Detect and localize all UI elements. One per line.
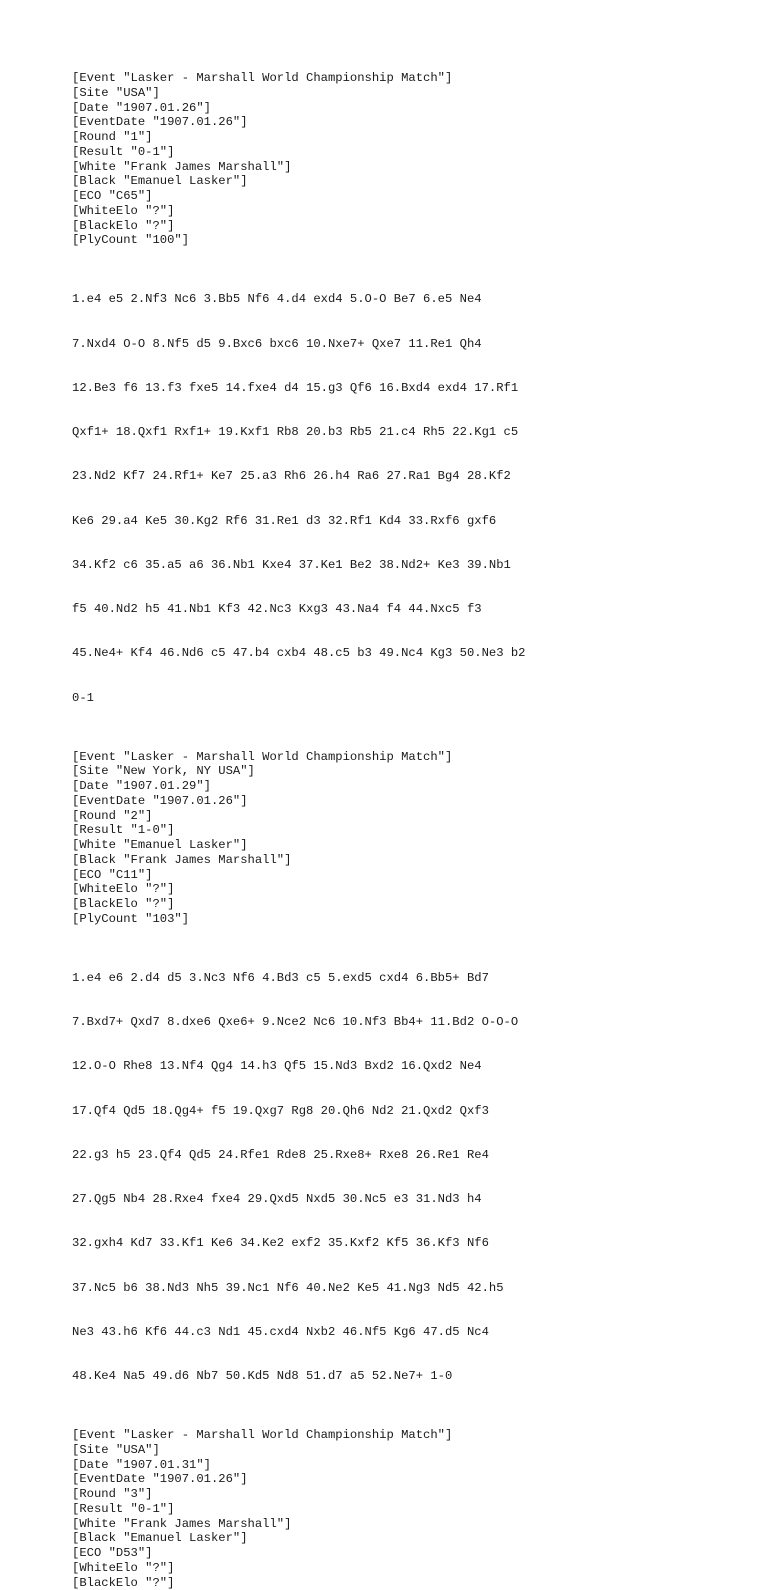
tag-round: [Round "1"] (72, 130, 752, 145)
game-moves (72, 941, 752, 1413)
move-line: 22.g3 h5 23.Qf4 Qd5 24.Rfe1 Rde8 25.Rxe8+ Rxe8 26.Re1 Re4 (72, 1148, 752, 1163)
tag-date: [Date "1907.01.26"] (72, 101, 752, 116)
move-line: 45.Ne4+ Kf4 46.Nd6 c5 47.b4 cxb4 48.c5 b3 49.Nc4 Kg3 50.Ne3 b2 (72, 646, 752, 661)
move-line: 12.Be3 f6 13.f3 fxe5 14.fxe4 d4 15.g3 Qf6 16.Bxd4 exd4 17.Rf1 (72, 381, 752, 396)
move-line: 32.gxh4 Kd7 33.Kf1 Ke6 34.Ke2 exf2 35.Kxf2 Kf5 36.Kf3 Nf6 (72, 1236, 752, 1251)
move-line: 37.Nc5 b6 38.Nd3 Nh5 39.Nc1 Nf6 40.Ne2 Ke5 41.Ng3 Nd5 42.h5 (72, 1281, 752, 1296)
game-tag-section (72, 750, 752, 927)
move-line: 7.Nxd4 O-O 8.Nf5 d5 9.Bxc6 bxc6 10.Nxe7+ Qxe7 11.Re1 Qh4 (72, 337, 752, 352)
tag-black: [Black "Frank James Marshall"] (72, 853, 752, 868)
tag-result: [Result "0-1"] (72, 145, 752, 160)
tag-ply-count: [PlyCount "103"] (72, 912, 752, 927)
move-line: 12.O-O Rhe8 13.Nf4 Qg4 14.h3 Qf5 15.Nd3 Bxd2 16.Qxd2 Ne4 (72, 1059, 752, 1074)
tag-result: [Result "1-0"] (72, 823, 752, 838)
tag-eco: [ECO "C11"] (72, 868, 752, 883)
tag-eco: [ECO "C65"] (72, 189, 752, 204)
move-line: 1.e4 e6 2.d4 d5 3.Nc3 Nf6 4.Bd3 c5 5.exd5 cxd4 6.Bb5+ Bd7 (72, 971, 752, 986)
tag-black: [Black "Emanuel Lasker"] (72, 1531, 752, 1546)
move-line: 1.e4 e5 2.Nf3 Nc6 3.Bb5 Nf6 4.d4 exd4 5.O-O Be7 6.e5 Ne4 (72, 292, 752, 307)
tag-black-elo: [BlackElo "?"] (72, 897, 752, 912)
move-line: 48.Ke4 Na5 49.d6 Nb7 50.Kd5 Nd8 51.d7 a5 52.Ne7+ 1-0 (72, 1369, 752, 1384)
tag-event-date: [EventDate "1907.01.26"] (72, 1472, 752, 1487)
move-line: Qxf1+ 18.Qxf1 Rxf1+ 19.Kxf1 Rb8 20.b3 Rb5 21.c4 Rh5 22.Kg1 c5 (72, 425, 752, 440)
tag-round: [Round "3"] (72, 1487, 752, 1502)
game-tag-section (72, 71, 752, 248)
move-line: 34.Kf2 c6 35.a5 a6 36.Nb1 Kxe4 37.Ke1 Be2 38.Nd2+ Ke3 39.Nb1 (72, 558, 752, 573)
tag-white-elo: [WhiteElo "?"] (72, 1561, 752, 1576)
tag-result: [Result "0-1"] (72, 1502, 752, 1517)
tag-event: [Event "Lasker - Marshall World Championship Match"] (72, 1428, 752, 1443)
game-record-3 (72, 1428, 752, 1590)
move-line: Ne3 43.h6 Kf6 44.c3 Nd1 45.cxd4 Nxb2 46.Nf5 Kg6 47.d5 Nc4 (72, 1325, 752, 1340)
tag-date: [Date "1907.01.31"] (72, 1458, 752, 1473)
tag-event: [Event "Lasker - Marshall World Championship Match"] (72, 71, 752, 86)
tag-black-elo: [BlackElo "?"] (72, 219, 752, 234)
tag-white-elo: [WhiteElo "?"] (72, 204, 752, 219)
game-record-2 (72, 750, 752, 1414)
tag-white: [White "Emanuel Lasker"] (72, 838, 752, 853)
tag-ply-count: [PlyCount "100"] (72, 233, 752, 248)
tag-white-elo: [WhiteElo "?"] (72, 882, 752, 897)
tag-white: [White "Frank James Marshall"] (72, 1517, 752, 1532)
tag-eco: [ECO "D53"] (72, 1546, 752, 1561)
tag-event-date: [EventDate "1907.01.26"] (72, 115, 752, 130)
move-line: 7.Bxd7+ Qxd7 8.dxe6 Qxe6+ 9.Nce2 Nc6 10.Nf3 Bb4+ 11.Bd2 O-O-O (72, 1015, 752, 1030)
tag-site: [Site "USA"] (72, 86, 752, 101)
tag-date: [Date "1907.01.29"] (72, 779, 752, 794)
tag-site: [Site "New York, NY USA"] (72, 764, 752, 779)
move-line: 23.Nd2 Kf7 24.Rf1+ Ke7 25.a3 Rh6 26.h4 Ra6 27.Ra1 Bg4 28.Kf2 (72, 469, 752, 484)
pgn-document (72, 71, 752, 1590)
game-result-line: 0-1 (72, 691, 752, 706)
tag-round: [Round "2"] (72, 809, 752, 824)
tag-event: [Event "Lasker - Marshall World Championship Match"] (72, 750, 752, 765)
move-line: 27.Qg5 Nb4 28.Rxe4 fxe4 29.Qxd5 Nxd5 30.Nc5 e3 31.Nd3 h4 (72, 1192, 752, 1207)
tag-white: [White "Frank James Marshall"] (72, 160, 752, 175)
tag-black: [Black "Emanuel Lasker"] (72, 174, 752, 189)
tag-site: [Site "USA"] (72, 1443, 752, 1458)
tag-black-elo: [BlackElo "?"] (72, 1576, 752, 1590)
game-moves (72, 263, 752, 735)
move-line: f5 40.Nd2 h5 41.Nb1 Kf3 42.Nc3 Kxg3 43.Na4 f4 44.Nxc5 f3 (72, 602, 752, 617)
game-tag-section (72, 1428, 752, 1590)
move-line: Ke6 29.a4 Ke5 30.Kg2 Rf6 31.Re1 d3 32.Rf1 Kd4 33.Rxf6 gxf6 (72, 514, 752, 529)
tag-event-date: [EventDate "1907.01.26"] (72, 794, 752, 809)
game-record-1 (72, 71, 752, 735)
move-line: 17.Qf4 Qd5 18.Qg4+ f5 19.Qxg7 Rg8 20.Qh6 Nd2 21.Qxd2 Qxf3 (72, 1104, 752, 1119)
